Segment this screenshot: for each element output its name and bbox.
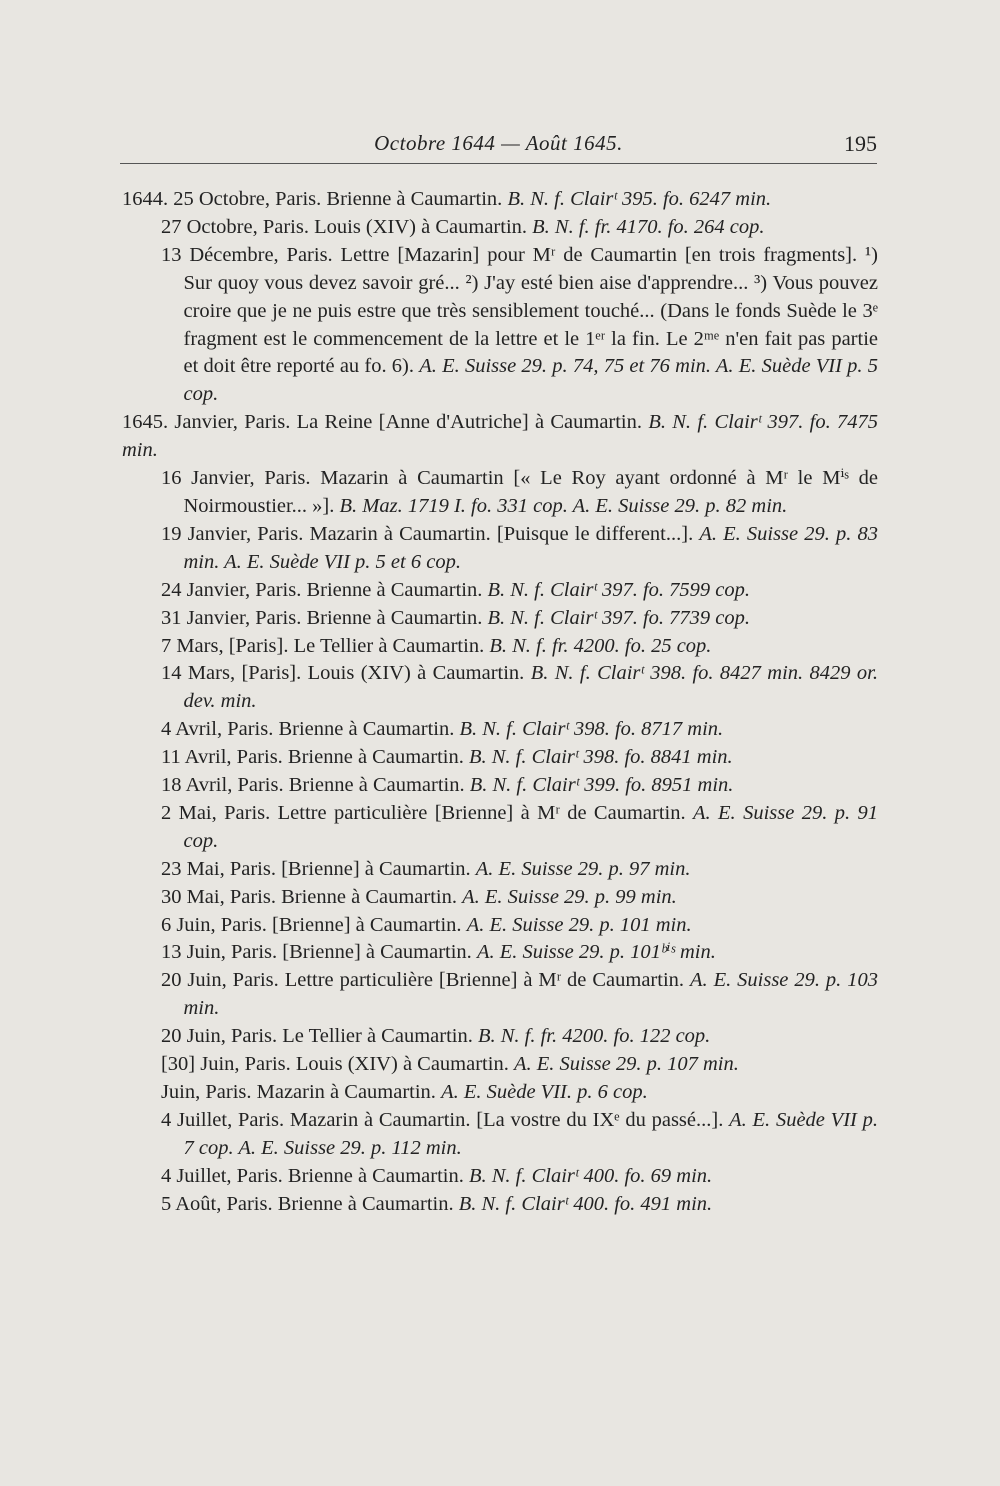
- entry-list: [122, 186, 878, 1219]
- entry-reference: B. N. f. Clairᵗ 395. fo. 6247 min.: [507, 188, 772, 210]
- list-item: [122, 605, 878, 633]
- entry-year: 1645.: [122, 411, 169, 434]
- entry-text: 4 Juillet, Paris. Brienne à Caumartin.: [160, 1164, 464, 1187]
- list-item: [122, 1051, 878, 1079]
- entry-year: 1644.: [122, 188, 169, 210]
- entry-text: 25 Octobre, Paris. Brienne à Caumartin.: [173, 188, 503, 210]
- list-item: [122, 1163, 878, 1191]
- entry-text: 16 Janvier, Paris. Mazarin à Caumartin [« Le Roy ayant ordonné à Mʳ le Mⁱˢ de Noirmoustier... »].: [160, 467, 878, 517]
- list-item: [122, 577, 878, 605]
- list-item: [122, 800, 878, 856]
- entry-text: 11 Avril, Paris. Brienne à Caumartin.: [160, 746, 464, 769]
- entry-reference: A. E. Suisse 29. p. 97 min.: [475, 857, 691, 880]
- list-item: [122, 772, 878, 800]
- entry-text: 30 Mai, Paris. Brienne à Caumartin.: [160, 885, 458, 908]
- entry-reference: B. N. f. Clairᵗ 397. fo. 7475 min.: [122, 411, 879, 462]
- entry-text: 31 Janvier, Paris. Brienne à Caumartin.: [160, 606, 483, 629]
- list-item: [122, 1079, 878, 1107]
- entry-text: 5 Août, Paris. Brienne à Caumartin.: [160, 1192, 454, 1215]
- running-title: Octobre 1644 — Août 1645.: [374, 131, 623, 155]
- entry-text: 18 Avril, Paris. Brienne à Caumartin.: [160, 774, 465, 797]
- list-item: [122, 967, 878, 1023]
- entry-reference: A. E. Suisse 29. p. 101ᵇⁱˢ min.: [476, 941, 716, 964]
- entry-reference: A. E. Suisse 29. p. 74, 75 et 76 min. A. E. Suède VII p. 5 cop.: [183, 355, 878, 406]
- entry-text: 13 Décembre, Paris. Lettre [Mazarin] pour Mʳ de Caumartin [en trois fragments]. ¹) Sur quoy vous devez savoir gré... ²) J'ay esté bien aise d'apprendre... ³) Vous pouvez croire que je ne puis estre que très sensiblement touché... (Dans le fonds Suède le 3ᵉ fragment est le commencement de la lettre et le 1ᵉʳ la fin. Le 2ᵐᵉ n'en fait pas partie et doit être reporté au fo. 6).: [160, 243, 878, 378]
- entry-text: 24 Janvier, Paris. Brienne à Caumartin.: [160, 578, 483, 601]
- list-item: [122, 1023, 878, 1051]
- entry-reference: B. N. f. Clairᵗ 397. fo. 7599 cop.: [487, 578, 751, 601]
- entry-text: 6 Juin, Paris. [Brienne] à Caumartin.: [160, 913, 462, 936]
- list-item: [122, 521, 878, 577]
- header-rule: [120, 163, 877, 164]
- entry-reference: A. E. Suisse 29. p. 107 min.: [513, 1053, 739, 1076]
- entry-text: 20 Juin, Paris. Lettre particulière [Brienne] à Mʳ de Caumartin.: [160, 969, 685, 992]
- list-item: [122, 409, 878, 465]
- entry-reference: B. N. f. fr. 4200. fo. 25 cop.: [489, 634, 712, 657]
- entry-reference: B. N. f. Clairᵗ 400. fo. 69 min.: [468, 1164, 713, 1187]
- entry-reference: A. E. Suisse 29. p. 83 min. A. E. Suède VII p. 5 et 6 cop.: [183, 522, 878, 573]
- entry-reference: B. N. f. Clairᵗ 398. fo. 8427 min. 8429 or. dev. min.: [183, 662, 879, 713]
- entry-text: Juin, Paris. Mazarin à Caumartin.: [160, 1081, 436, 1103]
- entry-reference: B. N. f. Clairᵗ 400. fo. 491 min.: [458, 1192, 713, 1215]
- entry-reference: A. E. Suisse 29. p. 91 cop.: [183, 801, 878, 852]
- list-item: [122, 716, 878, 744]
- entry-text: 23 Mai, Paris. [Brienne] à Caumartin.: [160, 857, 471, 880]
- list-item: [122, 1107, 878, 1163]
- page-number: 195: [844, 131, 877, 156]
- entry-text: 14 Mars, [Paris]. Louis (XIV) à Caumartin.: [160, 662, 525, 685]
- entry-text: Janvier, Paris. La Reine [Anne d'Autriche] à Caumartin.: [174, 411, 643, 434]
- list-item: [122, 186, 878, 214]
- entry-text: 27 Octobre, Paris. Louis (XIV) à Caumartin.: [160, 215, 528, 238]
- entry-reference: A. E. Suisse 29. p. 99 min.: [462, 885, 677, 908]
- entry-text: 19 Janvier, Paris. Mazarin à Caumartin. [Puisque le different...].: [160, 522, 694, 545]
- entry-reference: B. N. f. fr. 4200. fo. 122 cop.: [477, 1025, 711, 1048]
- list-item: [122, 660, 878, 716]
- entry-reference: A. E. Suède VII. p. 6 cop.: [441, 1081, 648, 1103]
- entry-text: 13 Juin, Paris. [Brienne] à Caumartin.: [160, 941, 472, 964]
- list-item: [122, 214, 878, 242]
- entry-reference: B. N. f. Clairᵗ 398. fo. 8717 min.: [459, 718, 724, 741]
- entry-text: 4 Juillet, Paris. Mazarin à Caumartin. [La vostre du IXᵉ du passé...].: [160, 1108, 724, 1131]
- list-item: [122, 633, 878, 661]
- entry-text: 7 Mars, [Paris]. Le Tellier à Caumartin.: [160, 634, 485, 657]
- entry-text: 2 Mai, Paris. Lettre particulière [Brienne] à Mʳ de Caumartin.: [160, 801, 686, 824]
- list-item: [122, 884, 878, 912]
- entry-reference: B. N. f. fr. 4170. fo. 264 cop.: [532, 215, 765, 238]
- entry-text: [30] Juin, Paris. Louis (XIV) à Caumartin.: [160, 1053, 509, 1076]
- entry-reference: B. Maz. 1719 I. fo. 331 cop. A. E. Suisse 29. p. 82 min.: [339, 494, 788, 517]
- list-item: [122, 242, 878, 409]
- list-item: [122, 1191, 878, 1219]
- entry-text: 20 Juin, Paris. Le Tellier à Caumartin.: [160, 1025, 473, 1048]
- list-item: [122, 744, 878, 772]
- list-item: [122, 912, 878, 940]
- entry-reference: B. N. f. Clairᵗ 398. fo. 8841 min.: [468, 746, 733, 769]
- list-item: [122, 465, 878, 521]
- entry-reference: B. N. f. Clairᵗ 397. fo. 7739 cop.: [487, 606, 751, 629]
- entry-text: 4 Avril, Paris. Brienne à Caumartin.: [160, 718, 455, 741]
- entry-reference: A. E. Suisse 29. p. 101 min.: [466, 913, 692, 936]
- list-item: [122, 856, 878, 884]
- list-item: [122, 939, 878, 967]
- entry-reference: B. N. f. Clairᵗ 399. fo. 8951 min.: [469, 774, 734, 797]
- entry-reference: A. E. Suisse 29. p. 103 min.: [183, 969, 879, 1020]
- entry-reference: A. E. Suède VII p. 7 cop. A. E. Suisse 29. p. 112 min.: [183, 1108, 879, 1159]
- page-header: [120, 131, 877, 161]
